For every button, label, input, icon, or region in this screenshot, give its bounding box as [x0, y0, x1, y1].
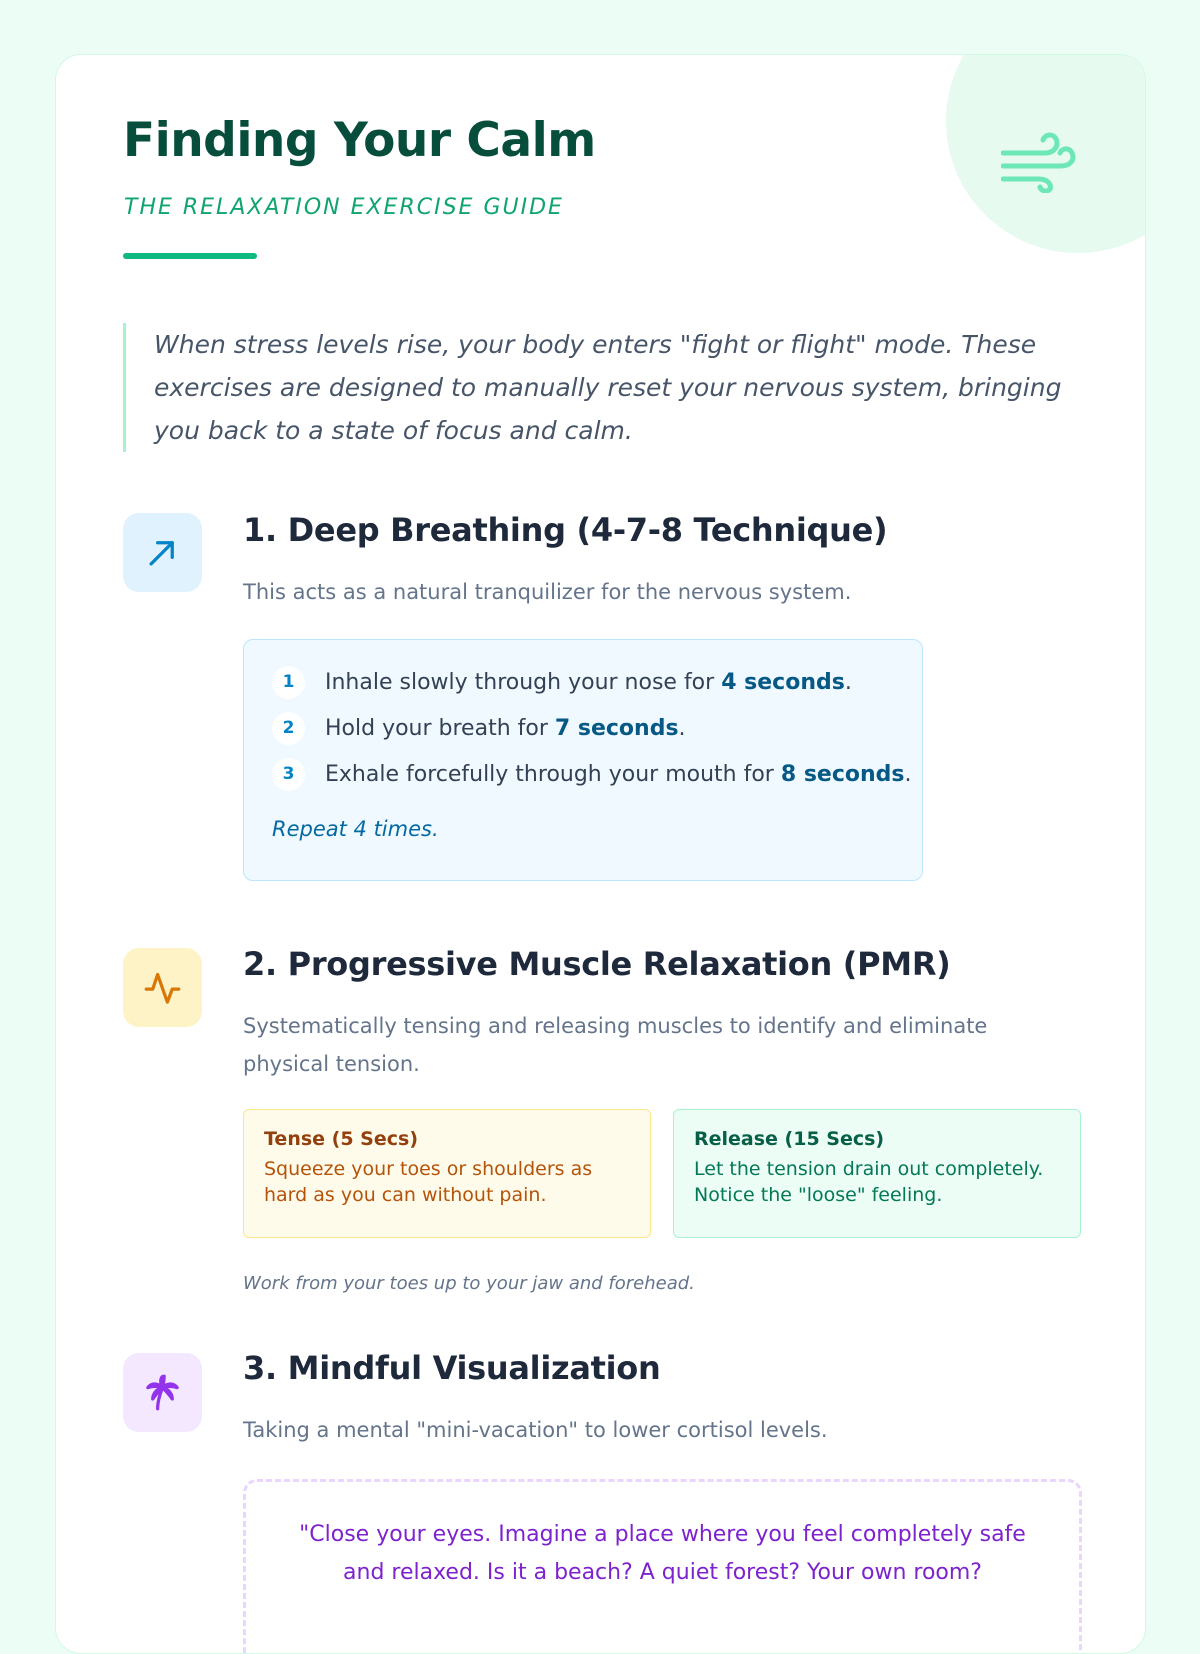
breathing-steps-box [243, 639, 923, 881]
exercise-2-icon-tile [123, 948, 202, 1027]
step-number: 2 [272, 712, 305, 745]
step-number: 1 [272, 666, 305, 699]
step-text: Hold your breath for 7 seconds. [325, 715, 686, 741]
visualization-quote: "Close your eyes. Imagine a place where you feel completely safe and relaxed. Is it a beach? A quiet forest? Your own room? [299, 1522, 1026, 1585]
exercise-2-title: 2. Progressive Muscle Relaxation (PMR) [243, 945, 951, 983]
page-subtitle: THE RELAXATION EXERCISE GUIDE [124, 195, 564, 220]
tense-card [243, 1109, 651, 1238]
step-text: Inhale slowly through your nose for 4 seconds. [325, 669, 852, 695]
step-duration: 7 seconds [554, 715, 679, 741]
page-title: Finding Your Calm [123, 113, 596, 168]
tense-text: Squeeze your toes or shoulders as hard as you can without pain. [264, 1158, 593, 1206]
breathing-step [272, 664, 852, 700]
guide-card [55, 54, 1146, 1654]
step-duration: 4 seconds [721, 669, 845, 695]
tense-heading: Tense (5 Secs) [264, 1128, 419, 1150]
breathing-step [272, 756, 912, 792]
step-text: Exhale forcefully through your mouth for 8 seconds. [325, 761, 912, 787]
exercise-3-icon-tile [123, 1353, 202, 1432]
step-duration: 8 seconds [780, 761, 905, 787]
exercise-3-description: Taking a mental "mini-vacation" to lower cortisol levels. [243, 1418, 828, 1442]
intro-quote: When stress levels rise, your body enters "fight or flight" mode. These exercises are designed to manually reset your nervous system, bringing you back to a state of focus and calm. [123, 323, 1074, 452]
step-number: 3 [272, 758, 305, 791]
palm-tree-icon [143, 1373, 182, 1412]
title-underline [123, 253, 257, 259]
release-heading: Release (15 Secs) [694, 1128, 885, 1150]
release-text: Let the tension drain out completely. Notice the "loose" feeling. [694, 1158, 1044, 1206]
exercise-3-title: 3. Mindful Visualization [243, 1349, 661, 1387]
repeat-instruction: Repeat 4 times. [272, 817, 439, 841]
exercise-1-title: 1. Deep Breathing (4-7-8 Technique) [243, 511, 888, 549]
exercise-2-description: Systematically tensing and releasing muscles to identify and eliminate physical tension. [243, 1014, 988, 1076]
arrow-up-right-icon [143, 533, 182, 572]
wind-icon [1001, 131, 1077, 193]
pmr-note: Work from your toes up to your jaw and forehead. [243, 1273, 695, 1294]
exercise-1-icon-tile [123, 513, 202, 592]
exercise-1-description: This acts as a natural tranquilizer for the nervous system. [243, 580, 852, 604]
breathing-step [272, 710, 686, 746]
release-card [673, 1109, 1081, 1238]
visualization-quote-box [243, 1479, 1082, 1654]
activity-icon [143, 968, 182, 1007]
